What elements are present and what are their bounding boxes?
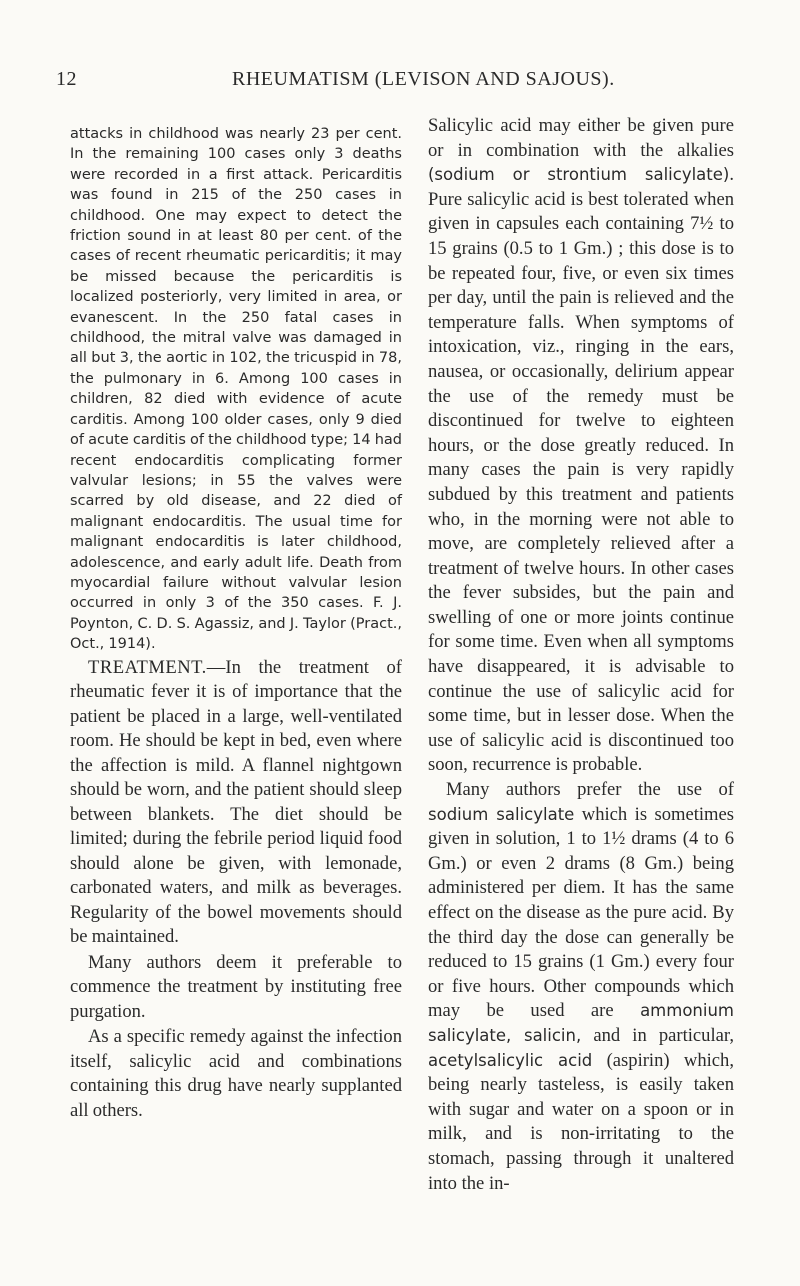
compounds-mid: and in particular, [593, 1024, 734, 1046]
left-column [70, 124, 402, 1123]
aspirin-bold: acetylsalicylic acid [428, 1050, 593, 1070]
sodium-salicylate-paragraph [428, 778, 734, 1196]
treatment-text: —In the treatment of rheumatic fever it is of importance that the patient be placed in a large, well-ventilated room. He should be kept in bed, even where the affection is mild. A flannel nightgown should be worn, and the patient should sleep between blankets. The diet should be limited; during the febrile period liquid food should alone be given, with lemonade, carbonated waters, and milk as beverages. Regularity of the bowel movements should be maintained. [70, 656, 402, 948]
aspirin-rest: (aspirin) which, being nearly tasteless, is easily taken with sugar and water on a spoon or in milk, and is non-irritating to the stomach, passing through it unaltered into the in- [428, 1049, 734, 1194]
treatment-heading: TREATMENT. [88, 656, 207, 678]
purgation-paragraph: Many authors deem it preferable to commence the treatment by instituting free purgation. [70, 951, 402, 1022]
treatment-paragraph [70, 656, 402, 950]
right-column [428, 114, 734, 1196]
compounds-bold: ammonium salicylate, salicin, [428, 1001, 734, 1045]
page-header [56, 68, 740, 94]
running-head: RHEUMATISM (LEVISON AND SAJOUS). [232, 68, 615, 90]
sodium-lead: Many authors prefer the use of [446, 779, 734, 801]
page-number: 12 [56, 68, 77, 90]
sodium-rest: which is sometimes given in solution, 1 to 1½ drams (4 to 6 Gm.) or even 2 drams (8 Gm.) being administered per diem. It has the same effect on the disease as the pure acid. By the third day the dose can generally be reduced to 15 grains (1 Gm.) every four or five hours. Other compounds which may be used are [428, 803, 735, 1022]
statistics-paragraph: attacks in childhood was nearly 23 per cent. In the remaining 100 cases only 3 deaths were recorded in a first attack. Pericarditis was found in 215 of the 250 cases in childhood. One may expect to detect the friction sound in at least 80 per cent. of the cases of recent rheumatic pericarditis; it may be missed because the pericarditis is localized posteriorly, very limited in area, or evanescent. In the 250 fatal cases in childhood, the mitral valve was damaged in all but 3, the aortic in 102, the tricuspid in 78, the pulmonary in 6. Among 100 cases in children, 82 died with evidence of acute carditis. Among 100 older cases, only 9 died of acute carditis of the childhood type; 14 had recent endocarditis complicating former valvular lesions; in 55 the valves were scarred by old disease, and 22 died of malignant endocarditis. The usual time for malignant endocarditis is later childhood, adolescence, and early adult life. Death from myocardial failure without valvular lesion occurred in only 3 of the 350 cases. F. J. Poynton, C. D. S. Agassiz, and J. Taylor (Pract., Oct., 1914). [70, 126, 402, 653]
salicylic-acid-paragraph [428, 114, 734, 778]
salicylic-bold: (sodium or strontium salicylate) [428, 165, 730, 185]
specific-remedy-paragraph: As a specific remedy against the infection itself, salicylic acid and combinations containing this drug have nearly supplanted all others. [70, 1026, 402, 1121]
salicylic-text-a: Salicylic acid may either be given pure or in combination with the alkalies [428, 115, 734, 161]
sodium-bold: sodium salicylate [428, 804, 575, 824]
salicylic-text-b: . Pure salicylic acid is best tolerated when given in capsules each containing 7½ to 15 grains (0.5 to 1 Gm.) ; this dose is to be repeated four, five, or even six times per day, until the pain is relieved and the temperature falls. When symptoms of intoxication, viz., ringing in the ears, nausea, or occasionally, delirium appear the use of the remedy must be discontinued for twelve to eighteen hours, or the dose greatly reduced. In many cases the pain is very rapidly subdued by this treatment and patients who, in the morning were not able to move, are completely relieved after a treatment of twelve hours. In other cases the fever subsides, but the pain and swelling of one or more joints continue for some time. Even when all symptoms have disappeared, it is advisable to continue the use of salicylic acid for some time, but in lesser dose. When the use of salicylic acid is discontinued too soon, recurrence is probable. [428, 164, 734, 776]
